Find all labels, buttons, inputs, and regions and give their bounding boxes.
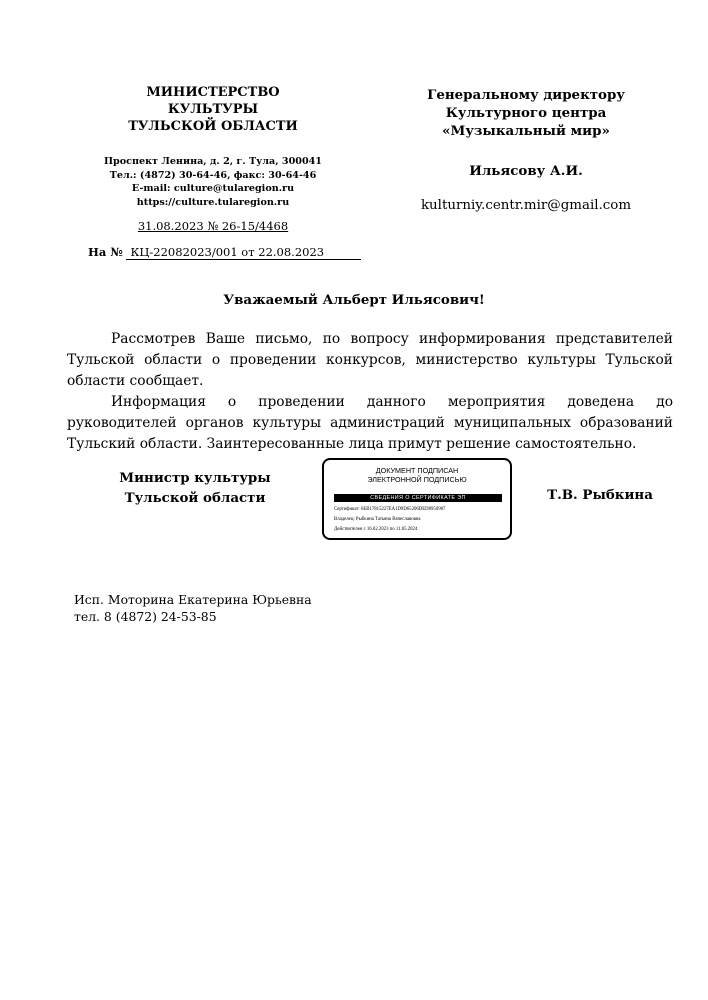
- sender-email: E-mail: culture@tularegion.ru: [131, 183, 295, 194]
- executor-block: [74, 591, 334, 625]
- sender-block: [95, 84, 331, 233]
- signatory-title-line: Министр культуры: [119, 470, 271, 486]
- body-paragraph: Информация о проведении данного мероприятия доведена до руководителей органов культуры администраций муниципальных образований Тульский области. Заинтересованные лица примут решение самостоятельно.: [67, 394, 673, 452]
- addressee-line: Культурного центра: [445, 105, 607, 121]
- executor-name: Исп. Моторина Екатерина Юрьевна: [74, 592, 312, 607]
- addressee-email: kulturniy.centr.mir@gmail.com: [420, 198, 632, 213]
- reference-label: На №: [88, 245, 123, 259]
- electronic-signature-stamp: [322, 458, 512, 540]
- reference-value: КЦ-22082023/001 от 22.08.2023: [126, 246, 361, 260]
- sender-phone: Тел.: (4872) 30-64-46, факс: 30-64-46: [109, 169, 317, 181]
- org-line: ТУЛЬСКОЙ ОБЛАСТИ: [128, 119, 298, 134]
- reference-line: [88, 245, 360, 260]
- sender-website: https://culture.tularegion.ru: [136, 196, 290, 208]
- addressee-line: «Музыкальный мир»: [442, 123, 610, 139]
- stamp-certificate-bar: СВЕДЕНИЯ О СЕРТИФИКАТЕ ЭП: [334, 494, 502, 502]
- stamp-header: [324, 466, 510, 484]
- stamp-header-line: ДОКУМЕНТ ПОДПИСАН: [375, 466, 459, 475]
- stamp-certificate: Сертификат: 6EB17815227EA1D9D65206DED8950987: [334, 507, 446, 512]
- addressee-line: Генеральному директору: [427, 87, 625, 103]
- stamp-header-line: ЭЛЕКТРОННОЙ ПОДПИСЬЮ: [367, 475, 467, 484]
- stamp-validity: Действителен с 16.02.2023 по 11.05.2024: [334, 527, 418, 532]
- addressee-name: Ильясову А.И.: [469, 163, 583, 179]
- addressee-block: [418, 86, 634, 180]
- org-line: МИНИСТЕРСТВО: [146, 85, 280, 100]
- signatory-title: [100, 468, 290, 508]
- registration-date-number: 31.08.2023 № 26-15/4468: [137, 219, 289, 233]
- executor-phone: тел. 8 (4872) 24-53-85: [74, 609, 217, 624]
- stamp-owner: Владелец: Рыбкина Татьяна Вячеславовна: [334, 517, 421, 522]
- org-line: КУЛЬТУРЫ: [167, 102, 259, 117]
- sender-contacts: [95, 155, 331, 209]
- stamp-info: [334, 505, 506, 535]
- greeting: Уважаемый Альберт Ильясович!: [223, 292, 485, 308]
- signatory-title-line: Тульской области: [124, 490, 266, 506]
- registration-line: [95, 219, 331, 233]
- sender-organization: [95, 84, 331, 135]
- letter-body: [67, 329, 673, 455]
- body-paragraph: Рассмотрев Ваше письмо, по вопросу информирования представителей Тульской области о проведении конкурсов, министерство культуры Тульской области сообщает.: [67, 331, 673, 389]
- sender-address: Проспект Ленина, д. 2, г. Тула, 300041: [104, 156, 322, 167]
- signer-name: Т.В. Рыбкина: [547, 487, 653, 503]
